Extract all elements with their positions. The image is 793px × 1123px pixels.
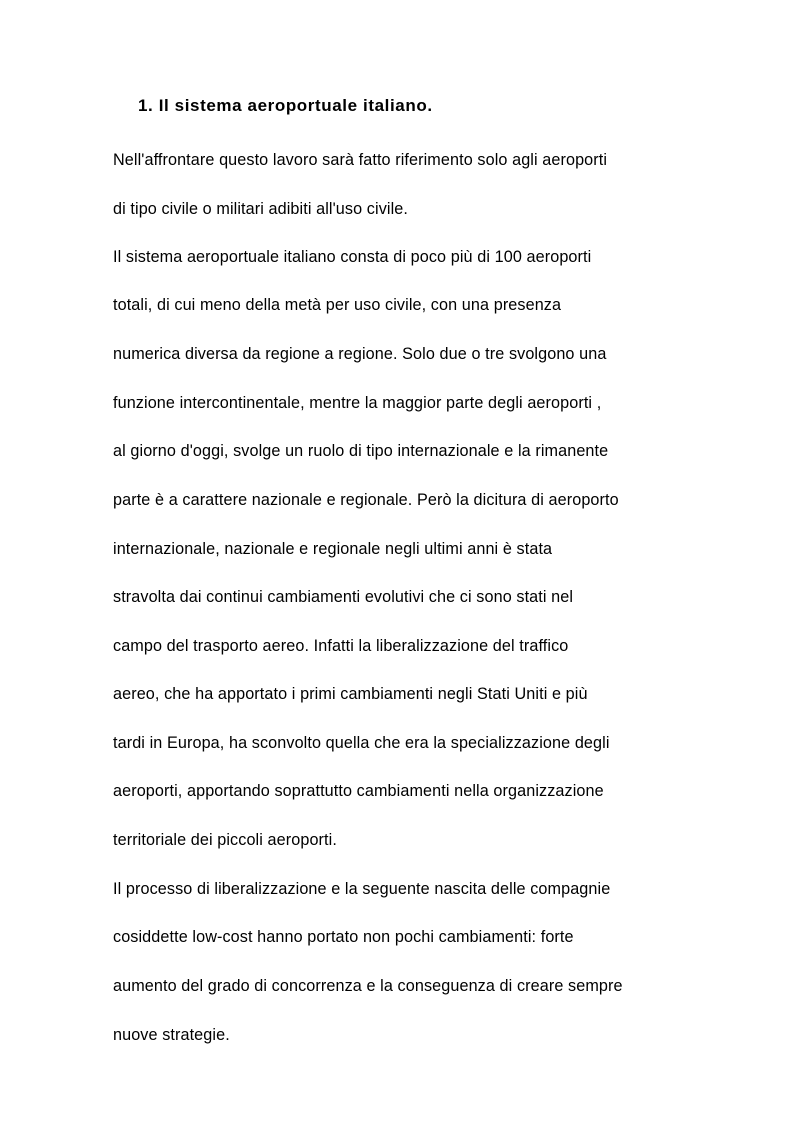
text-line-17: cosiddette low-cost hanno portato non pochi cambiamenti: forte	[113, 928, 574, 946]
text-line-2: di tipo civile o militari adibiti all'uso civile.	[113, 200, 408, 218]
text-line-6: funzione intercontinentale, mentre la maggior parte degli aeroporti ,	[113, 394, 602, 412]
text-line-10: stravolta dai continui cambiamenti evolutivi che ci sono stati nel	[113, 588, 574, 606]
text-line-16: Il processo di liberalizzazione e la seguente nascita delle compagnie	[113, 880, 611, 898]
text-line-15: territoriale dei piccoli aeroporti.	[113, 831, 337, 849]
text-line-12: aereo, che ha apportato i primi cambiamenti negli Stati Uniti e più	[113, 685, 588, 703]
text-line-11: campo del trasporto aereo. Infatti la liberalizzazione del traffico	[113, 637, 569, 655]
text-line-14: aeroporti, apportando soprattutto cambiamenti nella organizzazione	[113, 782, 604, 800]
text-line-5: numerica diversa da regione a regione. Solo due o tre svolgono una	[113, 345, 607, 363]
text-line-13: tardi in Europa, ha sconvolto quella che era la specializzazione degli	[113, 734, 610, 752]
text-line-7: al giorno d'oggi, svolge un ruolo di tipo internazionale e la rimanente	[113, 442, 609, 460]
text-line-3: Il sistema aeroportuale italiano consta di poco più di 100 aeroporti	[113, 248, 592, 266]
section-heading: 1. Il sistema aeroportuale italiano.	[138, 96, 433, 115]
text-line-8: parte è a carattere nazionale e regionale. Però la dicitura di aeroporto	[113, 491, 619, 509]
text-line-19: nuove strategie.	[113, 1026, 230, 1044]
text-line-18: aumento del grado di concorrenza e la conseguenza di creare sempre	[113, 977, 623, 995]
text-line-9: internazionale, nazionale e regionale negli ultimi anni è stata	[113, 540, 553, 558]
text-line-1: Nell'affrontare questo lavoro sarà fatto riferimento solo agli aeroporti	[113, 151, 608, 169]
text-line-4: totali, di cui meno della metà per uso civile, con una presenza	[113, 296, 562, 314]
